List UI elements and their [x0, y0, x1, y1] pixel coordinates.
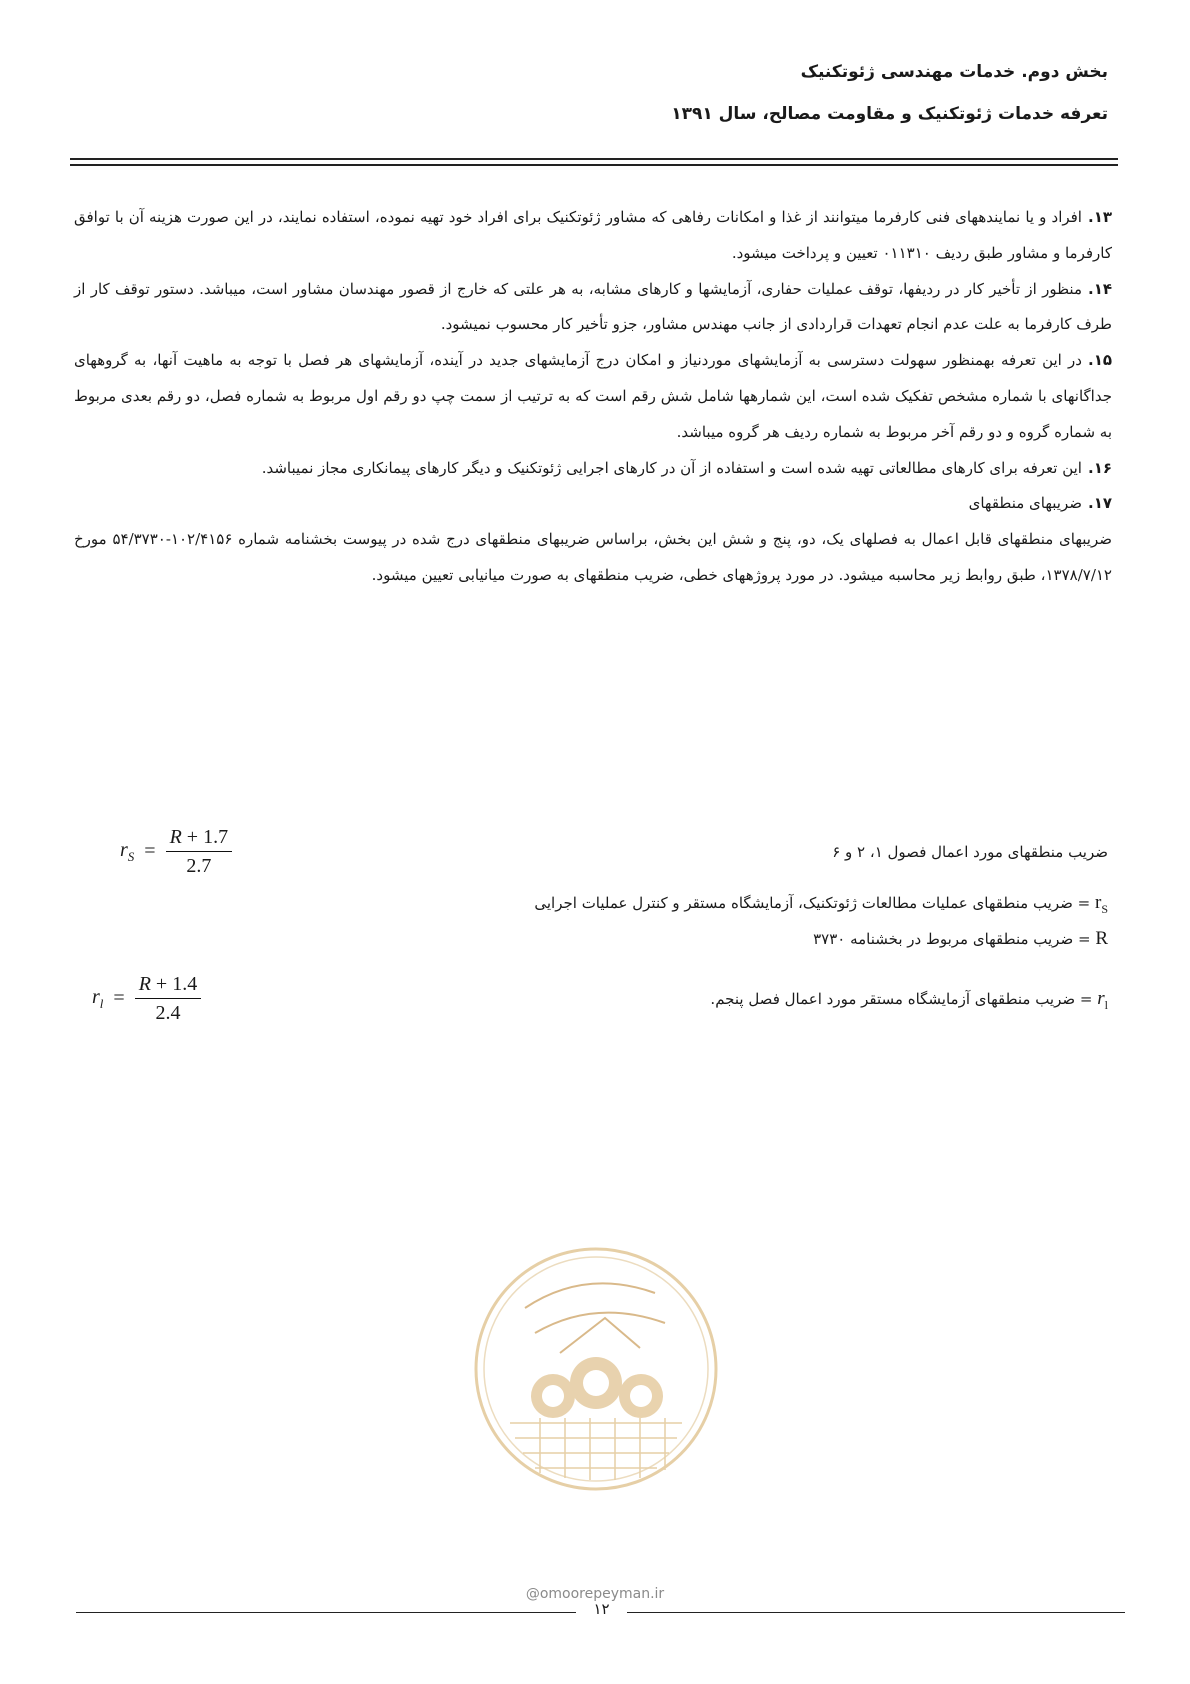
watermark-logo-icon: [465, 1238, 727, 1500]
header-rule-top: [70, 158, 1118, 160]
paragraph-text: منظور از تأخیر کار در ردیفها، توقف عملیات حفاری، آزمایشها و کارهای مشابه، به هر علتی که خارج از قصور مهندسان مشاور است، میباشد. دستور توقف کار از طرف کارفرما به علت عدم انجام تعهدات قراردادی از جانب مهندس مشاور، جزو تأخیر کار محسوب نمیشود.: [74, 279, 1112, 334]
paragraph-number: ۱۴.: [1087, 279, 1112, 298]
formula-rl-fraction: [135, 970, 202, 1027]
paragraph-text: در این تعرفه بهمنظور سهولت دسترسی به آزمایشهای موردنیاز و امکان درج آزمایشهای جدید در آینده، آزمایشهای هر فصل با توجه به ماهیت آنها، به گروههای جداگانهای با شماره مشخص تفکیک شده است، این شمارهها شامل شش رقم است که به ترتیب از سمت چپ دو رقم اول مربوط به شماره فصل، دو رقم بعدی مربوط به شماره گروه و دو رقم آخر مربوط به شماره ردیف هر گروه میباشد.: [74, 351, 1112, 441]
header-document-title: تعرفه خدمات ژئوتکنیک و مقاومت مصالح، سال ۱۳۹۱: [671, 104, 1108, 124]
definition-rs: [534, 892, 1108, 917]
formula-rl: [92, 970, 201, 1027]
definition-R-text: = ضریب منطقهای مربوط در بخشنامه ۳۷۳۰: [813, 930, 1091, 948]
formula-rs: [120, 823, 232, 880]
page-header: [78, 62, 1108, 124]
section-17-heading: [74, 486, 1112, 522]
formula-rl-denominator: 2.4: [155, 1002, 181, 1024]
paragraph-15: [74, 343, 1112, 450]
header-section-title: بخش دوم. خدمات مهندسی ژئوتکنیک: [800, 62, 1108, 82]
section-title: ضریبهای منطقهای: [968, 494, 1082, 513]
paragraph-number: ۱۶.: [1087, 458, 1112, 477]
definition-rs-text: = ضریب منطقهای عملیات مطالعات ژئوتکنیک، آزمایشگاه مستقر و کنترل عملیات اجرایی: [534, 894, 1091, 912]
formula-rs-fraction: [166, 823, 233, 880]
equals-sign: =: [113, 987, 125, 1009]
paragraph-number: ۱۳.: [1087, 208, 1112, 226]
formula-rl-numerator: R + 1.4: [135, 970, 202, 999]
paragraph-text: افراد و یا نمایندههای فنی کارفرما میتوانند از غذا و امکانات رفاهی که مشاور ژئوتکنیک برای افراد خود تهیه نموده، استفاده نمایند، در این صورت هزینه آن با توافق کارفرما و مشاور طبق ردیف ۰۱۱۳۱۰ تعیین و پرداخت میشود.: [74, 208, 1112, 262]
paragraph-number: ۱۵.: [1087, 351, 1112, 370]
formula-rs-lhs: $r_S$: [120, 838, 135, 864]
page-number: ۱۲: [593, 1600, 610, 1618]
paragraph-16: [74, 451, 1112, 487]
footer-rule-right: [627, 1612, 1125, 1613]
section-number: ۱۷.: [1087, 494, 1112, 513]
document-body: [74, 200, 1112, 594]
formula-rs-caption: ضریب منطقهای مورد اعمال فصول ۱، ۲ و ۶: [832, 843, 1108, 861]
formula-rl-lhs: $r_l$: [92, 985, 104, 1011]
symbol-rs: $r_S$: [1094, 892, 1108, 916]
footer-rule-left: [76, 1612, 576, 1613]
watermark-site: @omoorepeyman.ir: [525, 1586, 665, 1602]
definition-R: [813, 928, 1108, 950]
section-17-text: ضریبهای منطقهای قابل اعمال به فصلهای یک، دو، پنج و شش این بخش، براساس ضریبهای منطقهای درج شده در پیوست بخشنامه شماره ۱۰۲/۴۱۵۶-۵۴/۳۷۳۰ مورخ ۱۳۷۸/۷/۱۲، طبق روابط زیر محاسبه میشود. در مورد پروژههای خطی، ضریب منطقهای به صورت میانیابی تعیین میشود.: [74, 530, 1112, 584]
symbol-R: R: [1095, 928, 1108, 949]
paragraph-13: [74, 200, 1112, 272]
header-rule-bottom: [70, 164, 1118, 166]
paragraph-text: این تعرفه برای کارهای مطالعاتی تهیه شده است و استفاده از آن در کارهای اجرایی ژئوتکنیک و دیگر کارهای پیمانکاری مجاز نمیباشد.: [261, 458, 1082, 477]
equals-sign: =: [144, 840, 156, 862]
symbol-rl: $r_l$: [1097, 988, 1108, 1012]
definition-rl: [710, 988, 1108, 1013]
paragraph-14: [74, 272, 1112, 344]
formula-rs-numerator: R + 1.7: [166, 823, 233, 852]
formula-rs-denominator: 2.7: [186, 855, 212, 877]
definition-rl-text: = ضریب منطقهای آزمایشگاه مستقر مورد اعمال فصل پنجم.: [710, 990, 1093, 1008]
